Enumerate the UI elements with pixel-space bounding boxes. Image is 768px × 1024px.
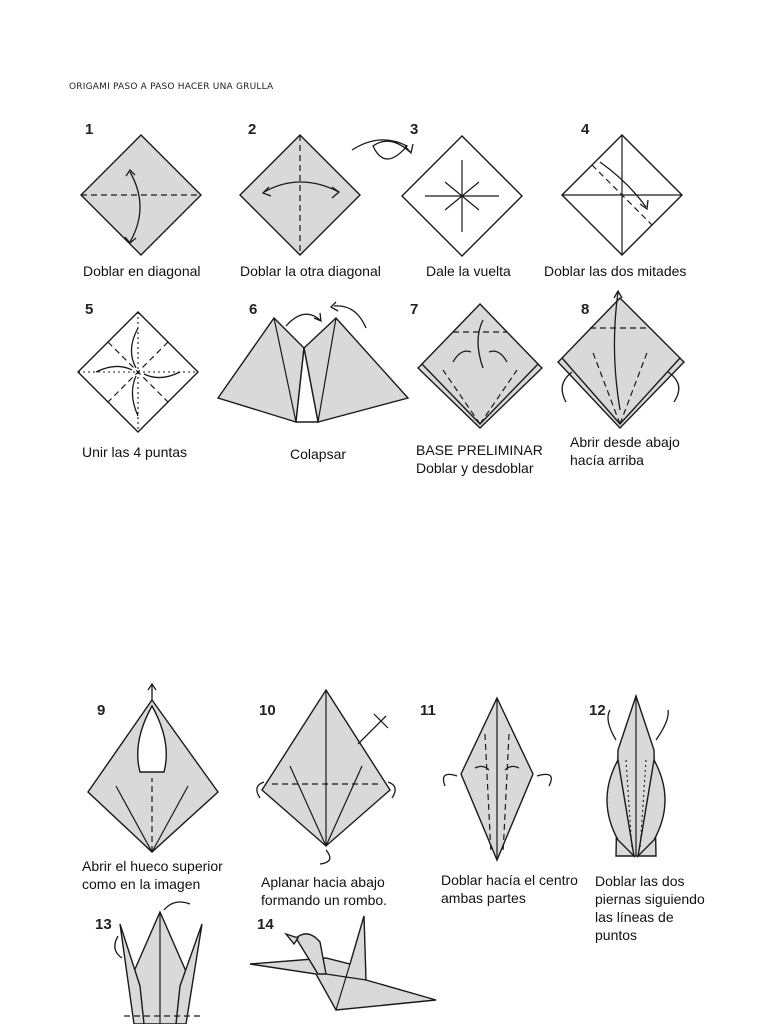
step-8-caption: Abrir desde abajo hacía arriba [570, 434, 680, 468]
step-5-diagram [76, 310, 202, 434]
step-6-caption: Colapsar [290, 446, 347, 462]
step-9-diagram [86, 682, 222, 857]
step-13-diagram [104, 896, 216, 1024]
step-7-diagram [413, 300, 547, 432]
step-11-caption: Doblar hacía el centro ambas partes [441, 872, 578, 906]
step-1-number: 1 [85, 121, 94, 138]
step-5-caption: Unir las 4 puntas [82, 444, 188, 460]
step-14-number: 14 [257, 916, 274, 933]
step-8-diagram [552, 290, 692, 430]
step-4-number: 4 [581, 121, 590, 138]
step-14-diagram [246, 914, 446, 1024]
step-9-caption: Abrir el hueco superior como en la imagen [82, 858, 223, 892]
turn-over-arrow [352, 140, 410, 159]
step-6-number: 6 [249, 301, 258, 318]
step-3-diagram [345, 132, 530, 260]
step-3-caption: Dale la vuelta [426, 263, 511, 279]
step-3-number: 3 [410, 121, 419, 138]
step-2-number: 2 [248, 121, 257, 138]
step-8-number: 8 [581, 301, 590, 318]
step-2-caption: Doblar la otra diagonal [240, 263, 381, 279]
page-title: ORIGAMI PASO A PASO HACER UNA GRULLA [69, 82, 274, 92]
step-12-caption: Doblar las dos piernas siguiendo las líneas de puntos [595, 873, 705, 943]
step-13-number: 13 [95, 916, 112, 933]
step-1-diagram [78, 132, 204, 258]
step-9-number: 9 [97, 702, 106, 719]
step-5-number: 5 [85, 301, 94, 318]
step-1-caption: Doblar en diagonal [83, 263, 201, 279]
step-11-number: 11 [420, 702, 436, 719]
step-4-caption: Doblar las dos mitades [544, 263, 687, 279]
step-10-number: 10 [259, 702, 276, 719]
step-7-caption: BASE PRELIMINAR Doblar y desdoblar [416, 442, 543, 476]
step-10-diagram [250, 686, 400, 871]
step-12-number: 12 [589, 702, 606, 719]
step-11-diagram [435, 694, 565, 864]
step-12-diagram [598, 690, 688, 860]
step-6-diagram [216, 298, 411, 428]
step-7-number: 7 [410, 301, 419, 318]
step-4-diagram [558, 132, 688, 258]
step-10-caption: Aplanar hacia abajo formando un rombo. [261, 874, 388, 908]
